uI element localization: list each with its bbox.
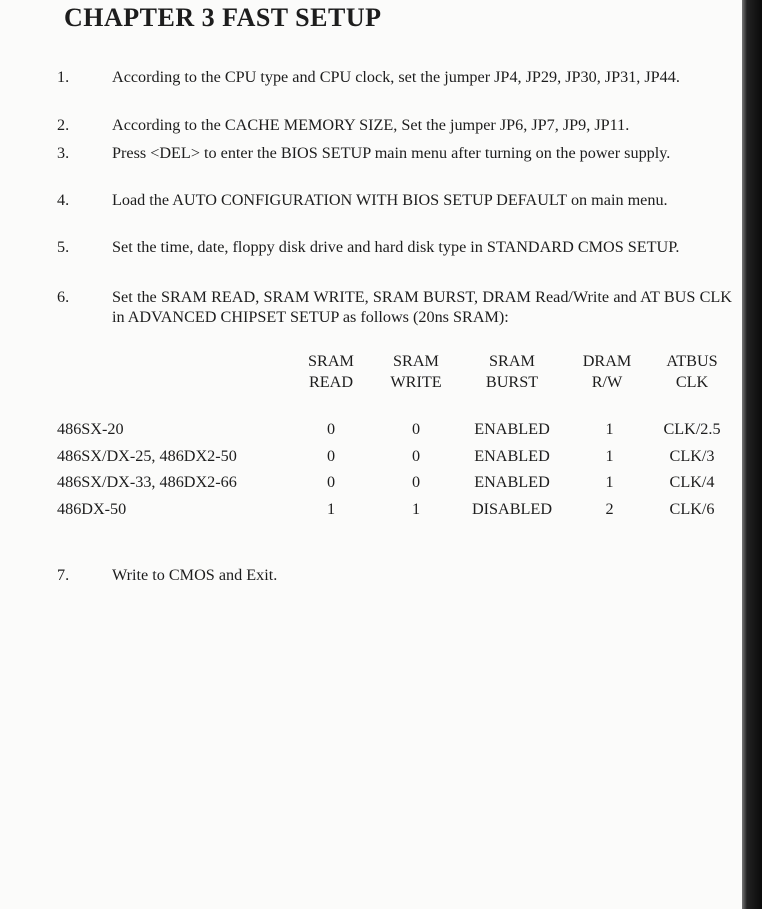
sram-write-cell: 1 <box>411 500 421 518</box>
page-title: CHAPTER 3 FAST SETUP <box>64 3 382 32</box>
step-number: 3. <box>57 144 70 162</box>
cpu-cell: 486SX/DX-25, 486DX2-50 <box>57 447 237 465</box>
sram-burst-cell: ENABLED <box>474 447 550 465</box>
step-text: Press <DEL> to enter the BIOS SETUP main menu after turning on the power supply. <box>112 144 671 162</box>
dram-rw-cell: 1 <box>605 447 614 465</box>
page-binding-edge <box>742 0 762 909</box>
sram-burst-cell: ENABLED <box>474 473 550 491</box>
step-text: Set the time, date, floppy disk drive and hard disk type in STANDARD CMOS SETUP. <box>112 238 680 256</box>
dram-rw-cell: 2 <box>605 500 614 518</box>
sram-write-cell: 0 <box>411 473 421 491</box>
dram-rw-cell: 1 <box>605 473 614 491</box>
dram-rw-cell: 1 <box>605 420 614 438</box>
atbus-clk-cell: CLK/2.5 <box>663 420 721 438</box>
atbus-clk-cell: CLK/6 <box>669 500 715 518</box>
column-header-dram-rw: DRAM R/W <box>582 352 632 391</box>
sram-read-cell: 1 <box>326 500 336 518</box>
atbus-clk-cell: CLK/3 <box>669 447 715 465</box>
step-number: 5. <box>57 238 70 256</box>
step-text: According to the CPU type and CPU clock, set the jumper JP4, JP29, JP30, JP31, JP44. <box>112 68 680 86</box>
step-number: 7. <box>57 566 70 584</box>
step-number: 4. <box>57 191 70 209</box>
sram-read-cell: 0 <box>326 420 336 438</box>
column-header-sram-write: SRAM WRITE <box>390 352 442 391</box>
cpu-cell: 486SX-20 <box>57 420 124 438</box>
cpu-cell: 486SX/DX-33, 486DX2-66 <box>57 473 237 491</box>
step-text: Set the SRAM READ, SRAM WRITE, SRAM BURST, DRAM Read/Write and AT BUS CLK in ADVANCED CHIPSET SETUP as follows (20ns SRAM): <box>112 288 732 326</box>
sram-write-cell: 0 <box>411 420 421 438</box>
step-text: Write to CMOS and Exit. <box>112 566 278 584</box>
cpu-cell: 486DX-50 <box>57 500 127 518</box>
sram-burst-cell: ENABLED <box>474 420 550 438</box>
atbus-clk-cell: CLK/4 <box>669 473 715 491</box>
sram-write-cell: 0 <box>411 447 421 465</box>
step-number: 1. <box>57 68 70 86</box>
sram-read-cell: 0 <box>326 473 336 491</box>
step-number: 2. <box>57 116 70 134</box>
column-header-sram-read: SRAM READ <box>308 352 354 391</box>
step-text: According to the CACHE MEMORY SIZE, Set the jumper JP6, JP7, JP9, JP11. <box>112 116 630 134</box>
step-text: Load the AUTO CONFIGURATION WITH BIOS SETUP DEFAULT on main menu. <box>112 191 668 209</box>
column-header-sram-burst: SRAM BURST <box>485 352 539 391</box>
sram-read-cell: 0 <box>326 447 336 465</box>
step-number: 6. <box>57 288 70 306</box>
sram-burst-cell: DISABLED <box>471 500 553 518</box>
column-header-atbus-clk: ATBUS CLK <box>666 352 718 391</box>
